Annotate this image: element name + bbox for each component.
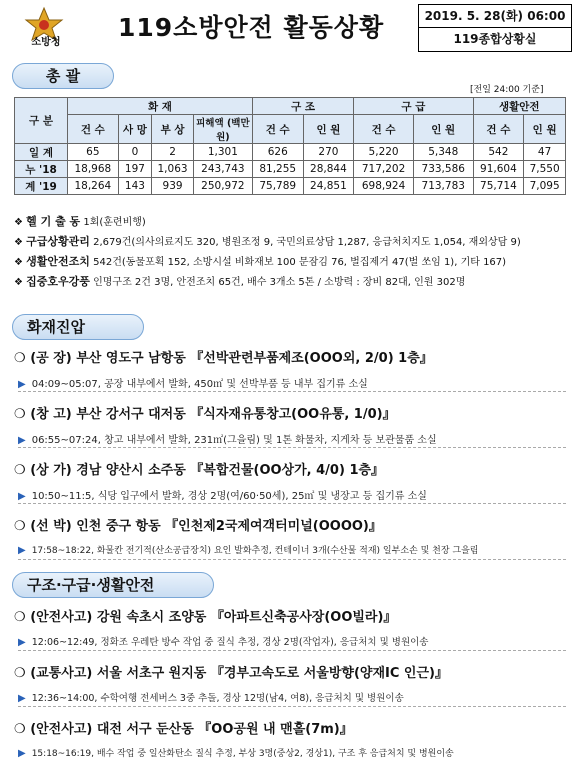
- cell: 243,743: [193, 161, 252, 178]
- cell: 626: [252, 144, 303, 161]
- rescue-item-heading: ❍ (안전사고) 대전 서구 둔산동 『OO공원 내 맨홀(7m)』: [14, 722, 353, 737]
- cell: 75,714: [473, 178, 524, 195]
- triangle-icon: ▶: [18, 379, 26, 390]
- divider: [18, 503, 566, 504]
- agency-name: 소방청: [31, 37, 61, 48]
- col-sub: 피해액 (백만원): [193, 115, 252, 144]
- summary-note: [전일 24:00 기준]: [470, 85, 544, 95]
- triangle-icon: ▶: [18, 748, 26, 759]
- page-title: 119소방안전 활동상황: [118, 13, 385, 42]
- cell: 250,972: [193, 178, 252, 195]
- fire-item-detail: ▶ 06:55~07:24, 창고 내부에서 발화, 231㎡(그을림) 및 1톤 화물차, 지게차 등 보관물품 소실: [18, 435, 437, 446]
- fire-item-detail: ▶ 10:50~11:5, 식당 입구에서 발화, 경상 2명(여/60·50세), 25㎡ 및 냉장고 등 집기류 소실: [18, 491, 427, 502]
- fire-section-header: 화재진압: [12, 314, 144, 340]
- summary-bullet: ❖ 구급상황관리 2,679건(의사의료지도 320, 병원조정 9, 국민의료상담 1,287, 응급처치지도 1,054, 재외상담 9): [14, 235, 521, 248]
- office-name: 119종합상황실: [453, 32, 537, 46]
- col-sub: 인 원: [413, 115, 473, 144]
- cell: 7,095: [524, 178, 566, 195]
- cell: 91,604: [473, 161, 524, 178]
- cell: 18,968: [68, 161, 119, 178]
- col-group: 화 재: [68, 98, 253, 115]
- triangle-icon: ▶: [18, 637, 26, 648]
- summary-table: [14, 97, 566, 195]
- col-sub: 인 원: [524, 115, 566, 144]
- summary-section-header: 총 괄: [12, 63, 114, 89]
- report-header: [0, 0, 578, 58]
- fire-item-heading: ❍ (상 가) 경남 양산시 소주동 『복합건물(OO상가, 4/0) 1층』: [14, 463, 385, 478]
- divider: [18, 559, 566, 560]
- cell: 28,844: [303, 161, 354, 178]
- divider: [18, 650, 566, 651]
- col-group: 구 급: [354, 98, 473, 115]
- cell: 5,348: [413, 144, 473, 161]
- col-sub: 사 망: [118, 115, 152, 144]
- col-sub: 인 원: [303, 115, 354, 144]
- date-box: [418, 4, 572, 52]
- cell: 5,220: [354, 144, 414, 161]
- triangle-icon: ▶: [18, 693, 26, 704]
- cell: 733,586: [413, 161, 473, 178]
- cell: 1,301: [193, 144, 252, 161]
- cell: 542: [473, 144, 524, 161]
- rescue-item-heading: ❍ (안전사고) 강원 속초시 조양동 『아파트신축공사장(OO빌라)』: [14, 610, 397, 625]
- cell: 81,255: [252, 161, 303, 178]
- triangle-icon: ▶: [18, 545, 26, 556]
- row-label: 누 '18: [15, 161, 68, 178]
- table-row: [15, 161, 566, 178]
- summary-bullet: ❖ 생활안전조치 542건(동물포획 152, 소방시설 비화재보 100 문잠김 76, 벌집제거 47(벌 쏘임 1), 기타 167): [14, 255, 507, 268]
- cell: 197: [118, 161, 152, 178]
- row-label: 일 계: [15, 144, 68, 161]
- report-date: 2019. 5. 28(화) 06:00: [419, 5, 571, 28]
- divider: [18, 447, 566, 448]
- col-group: 구 분: [15, 98, 68, 144]
- col-group: 구 조: [252, 98, 353, 115]
- fire-item-detail: ▶ 04:09~05:07, 공장 내부에서 발화, 450㎡ 및 선박부품 등 내부 집기류 소실: [18, 379, 368, 390]
- cell: 698,924: [354, 178, 414, 195]
- triangle-icon: ▶: [18, 435, 26, 446]
- cell: 7,550: [524, 161, 566, 178]
- rescue-section-header: 구조·구급·생활안전: [12, 572, 214, 598]
- cell: 65: [68, 144, 119, 161]
- triangle-icon: ▶: [18, 491, 26, 502]
- col-sub: 건 수: [354, 115, 414, 144]
- fire-item-heading: ❍ (창 고) 부산 강서구 대저동 『식자재유통창고(OO유통, 1/0)』: [14, 407, 396, 422]
- fire-item-detail: ▶ 17:58~18:22, 화물칸 전기적(산소공급장치) 요인 발화추정, 컨테이너 3개(수산물 적재) 일부소손 및 천장 그을림: [18, 545, 479, 556]
- divider: [18, 706, 566, 707]
- fire-item-heading: ❍ (공 장) 부산 영도구 남항동 『선박관련부품제조(OOO외, 2/0) 1층』: [14, 351, 433, 366]
- cell: 75,789: [252, 178, 303, 195]
- fire-item-heading: ❍ (선 박) 인천 중구 항동 『인천제2국제여객터미널(OOOO)』: [14, 519, 382, 534]
- col-sub: 건 수: [252, 115, 303, 144]
- cell: 143: [118, 178, 152, 195]
- rescue-item-detail: ▶ 12:06~12:49, 정화조 우레탄 방수 작업 중 질식 추정, 경상 2명(작업자), 응급처치 및 병원이송: [18, 637, 429, 648]
- cell: 18,264: [68, 178, 119, 195]
- rescue-item-detail: ▶ 12:36~14:00, 수학여행 전세버스 3중 추돌, 경상 12명(남4, 여8), 응급처치 및 병원이송: [18, 693, 404, 704]
- table-row: [15, 178, 566, 195]
- cell: 717,202: [354, 161, 414, 178]
- rescue-item-heading: ❍ (교통사고) 서울 서초구 원지동 『경부고속도로 서울방향(양재IC 인근)』: [14, 666, 448, 681]
- col-group: 생활안전: [473, 98, 565, 115]
- cell: 2: [152, 144, 194, 161]
- summary-bullet: ❖ 헬 기 출 동 1회(훈련비행): [14, 215, 146, 228]
- cell: 270: [303, 144, 354, 161]
- cell: 24,851: [303, 178, 354, 195]
- col-sub: 건 수: [68, 115, 119, 144]
- rescue-item-detail: ▶ 15:18~16:19, 배수 작업 중 일산화탄소 질식 추정, 부상 3명(중상2, 경상1), 구조 후 응급처치 및 병원이송: [18, 748, 454, 759]
- col-sub: 건 수: [473, 115, 524, 144]
- row-label: 계 '19: [15, 178, 68, 195]
- cell: 0: [118, 144, 152, 161]
- cell: 939: [152, 178, 194, 195]
- cell: 47: [524, 144, 566, 161]
- cell: 1,063: [152, 161, 194, 178]
- col-sub: 부 상: [152, 115, 194, 144]
- divider: [18, 391, 566, 392]
- summary-bullet: ❖ 집중호우강풍 인명구조 2건 3명, 안전조치 65건, 배수 3개소 5톤 / 소방력 : 장비 82대, 인원 302명: [14, 275, 466, 288]
- cell: 713,783: [413, 178, 473, 195]
- table-row: [15, 144, 566, 161]
